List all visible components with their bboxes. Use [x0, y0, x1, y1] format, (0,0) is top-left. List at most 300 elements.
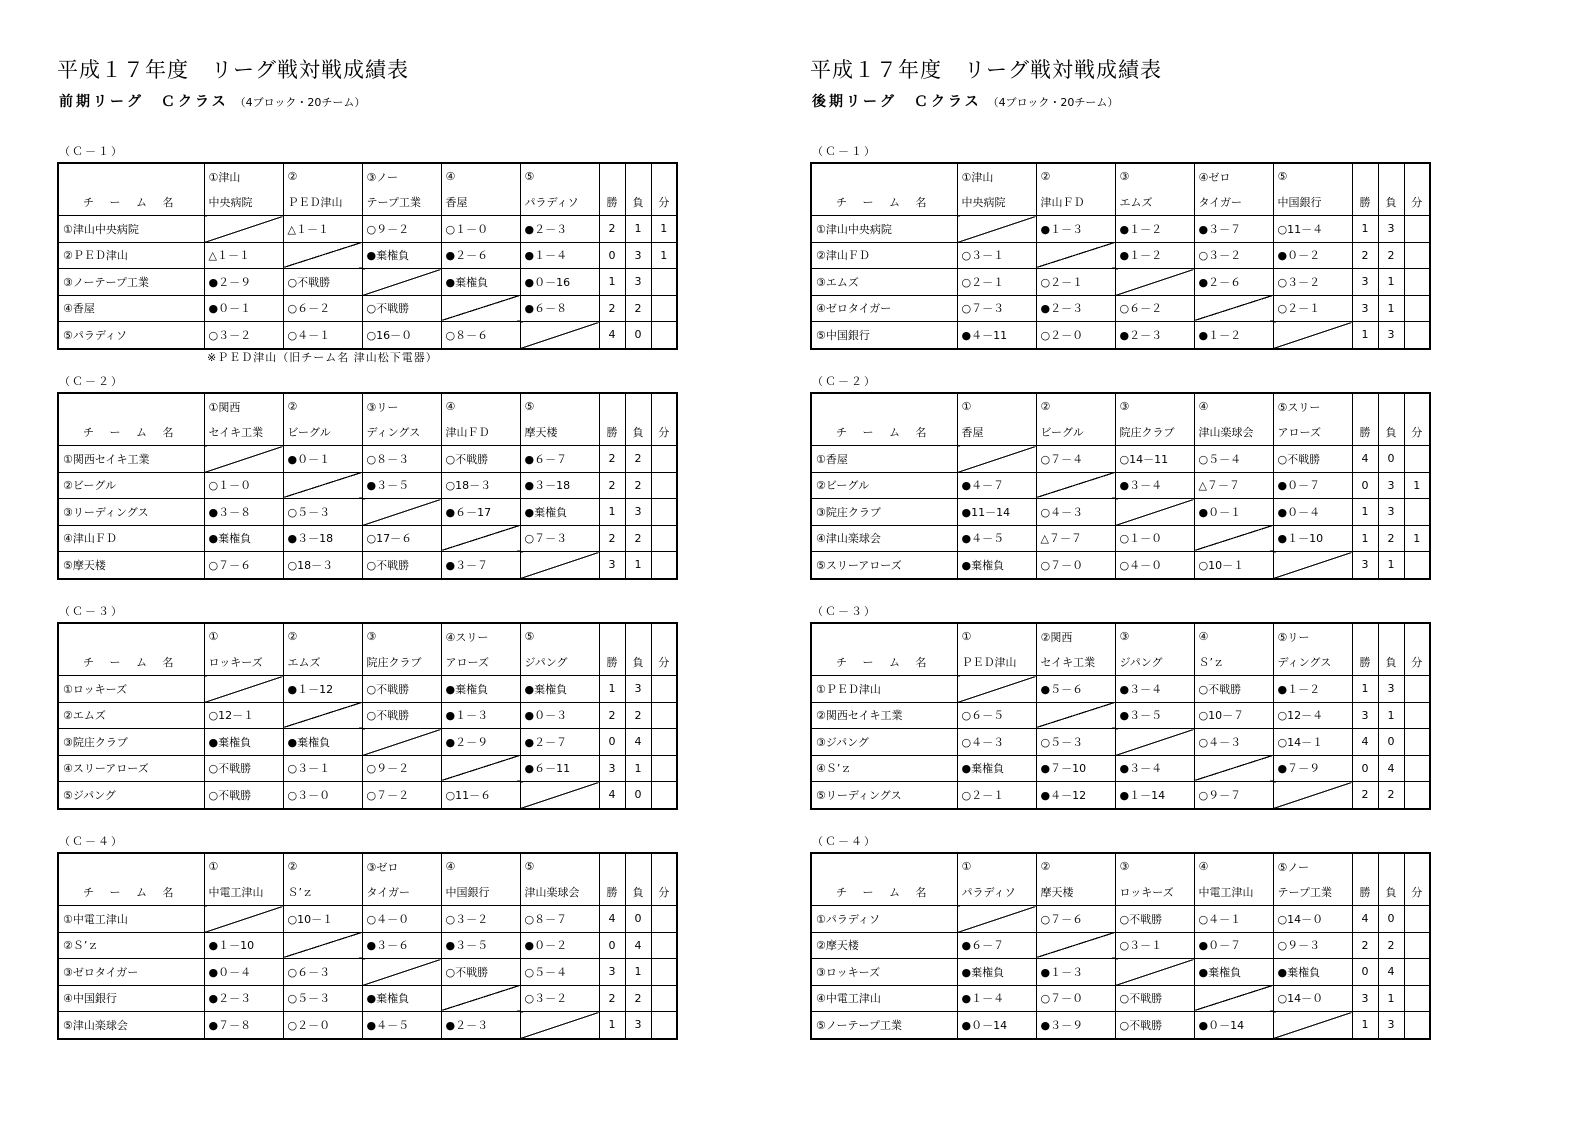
table-row — [58, 1012, 677, 1039]
result-cell: ○不戦勝 — [362, 702, 441, 729]
result-cell: ○３－２ — [520, 985, 599, 1012]
result-cell: ●２－９ — [204, 269, 283, 296]
result-cell: ○９－７ — [1194, 782, 1273, 809]
wins-cell: 4 — [599, 322, 625, 349]
result-cell: ○５－３ — [283, 985, 362, 1012]
opponent-header-top: ④ — [441, 853, 520, 880]
wins-cell: 2 — [1352, 782, 1378, 809]
losses-cell: 3 — [1378, 499, 1404, 526]
draws-cell — [651, 755, 677, 782]
draws-cell — [1404, 499, 1430, 526]
table-row — [811, 525, 1430, 552]
team-name-cell: ②エムズ — [58, 702, 204, 729]
opponent-header-top: ① — [204, 853, 283, 880]
diagonal-cell — [957, 216, 1036, 243]
header-row-bottom — [811, 650, 1430, 676]
win-header: 勝 — [1352, 650, 1378, 676]
table-row — [58, 702, 677, 729]
team-name-header: チ ー ム 名 — [58, 190, 204, 216]
opponent-header-bottom: ビーグル — [1036, 420, 1115, 446]
result-cell: ●３－18 — [520, 472, 599, 499]
result-cell: ○７－６ — [1036, 906, 1115, 933]
stat-header-blank — [1404, 623, 1430, 650]
results-table — [57, 392, 678, 580]
draws-cell — [651, 932, 677, 959]
losses-cell: 4 — [1378, 959, 1404, 986]
diagonal-cell — [1036, 242, 1115, 269]
table-row — [58, 755, 677, 782]
opponent-header-bottom: ＰＥＤ津山 — [283, 190, 362, 216]
draws-cell — [1404, 702, 1430, 729]
team-name-cell: ②津山ＦＤ — [811, 242, 957, 269]
opponent-header-top: ② — [283, 393, 362, 420]
diagonal-cell — [1115, 959, 1194, 986]
wins-cell: 0 — [599, 729, 625, 756]
draws-cell — [1404, 552, 1430, 579]
draw-header: 分 — [651, 190, 677, 216]
result-cell: ●１－２ — [1115, 242, 1194, 269]
result-cell: ●０－１ — [1194, 499, 1273, 526]
result-cell: ○不戦勝 — [362, 552, 441, 579]
wins-cell: 3 — [1352, 295, 1378, 322]
result-cell: ○６－２ — [283, 295, 362, 322]
result-cell: ●０－７ — [1273, 472, 1352, 499]
losses-cell: 4 — [625, 729, 651, 756]
opponent-header-top: ③ — [1115, 623, 1194, 650]
draws-cell — [651, 959, 677, 986]
losses-cell: 1 — [1378, 552, 1404, 579]
diagonal-cell — [283, 242, 362, 269]
header-row-bottom — [58, 190, 677, 216]
result-cell: ●３－７ — [1194, 216, 1273, 243]
result-cell: ●棄権負 — [957, 959, 1036, 986]
result-cell: ●１－３ — [1036, 959, 1115, 986]
team-name-header: チ ー ム 名 — [58, 880, 204, 906]
result-cell: ●３－６ — [362, 932, 441, 959]
result-cell: ○16－０ — [362, 322, 441, 349]
result-cell: ○９－３ — [1273, 932, 1352, 959]
draws-cell — [651, 322, 677, 349]
losses-cell: 3 — [625, 242, 651, 269]
result-cell: ○不戦勝 — [1194, 676, 1273, 703]
stat-header-blank — [625, 393, 651, 420]
table-row — [58, 242, 677, 269]
result-cell: ●０－14 — [957, 1012, 1036, 1039]
result-cell: ○２－０ — [283, 1012, 362, 1039]
subtitle-text: 後期リーグ Ｃクラス — [812, 94, 982, 110]
diagonal-cell — [362, 269, 441, 296]
result-cell: ●２－３ — [441, 1012, 520, 1039]
block-label: （Ｃ－３） — [812, 605, 877, 618]
opponent-header-top: ⑤ノー — [1273, 853, 1352, 880]
team-name-cell: ④津山ＦＤ — [58, 525, 204, 552]
wins-cell: 0 — [599, 242, 625, 269]
result-cell: ●１－12 — [283, 676, 362, 703]
table-row — [58, 499, 677, 526]
result-cell: ●２－３ — [1115, 322, 1194, 349]
opponent-header-bottom: タイガー — [1194, 190, 1273, 216]
table-row — [811, 472, 1430, 499]
losses-cell: 3 — [1378, 322, 1404, 349]
team-name-header-blank — [811, 853, 957, 880]
win-header: 勝 — [1352, 420, 1378, 446]
draws-cell — [1404, 676, 1430, 703]
draws-cell — [1404, 446, 1430, 473]
result-cell: ●０－16 — [520, 269, 599, 296]
result-cell: ○７－０ — [1036, 552, 1115, 579]
team-name-cell: ①ロッキーズ — [58, 676, 204, 703]
result-cell: ○４－３ — [1194, 729, 1273, 756]
stat-header-blank — [651, 163, 677, 190]
diagonal-cell — [204, 906, 283, 933]
header-row-top — [58, 163, 677, 190]
draws-cell — [1404, 906, 1430, 933]
table-row — [58, 906, 677, 933]
diagonal-cell — [1194, 525, 1273, 552]
team-name-cell: ⑤リーディングス — [811, 782, 957, 809]
losses-cell: 1 — [625, 755, 651, 782]
diagonal-cell — [520, 552, 599, 579]
wins-cell: 1 — [1352, 322, 1378, 349]
team-name-header: チ ー ム 名 — [811, 420, 957, 446]
losses-cell: 2 — [625, 525, 651, 552]
wins-cell: 2 — [1352, 932, 1378, 959]
opponent-header-top: ②関西 — [1036, 623, 1115, 650]
result-cell: ○２－０ — [1036, 322, 1115, 349]
table-row — [811, 322, 1430, 349]
loss-header: 負 — [1378, 650, 1404, 676]
wins-cell: 3 — [599, 552, 625, 579]
result-cell: ○８－６ — [441, 322, 520, 349]
opponent-header-top: ② — [283, 623, 362, 650]
result-cell: ●棄権負 — [441, 269, 520, 296]
result-cell: ●棄権負 — [957, 755, 1036, 782]
team-name-cell: ⑤中国銀行 — [811, 322, 957, 349]
team-name-cell: ③ゼロタイガー — [58, 959, 204, 986]
team-name-cell: ④中国銀行 — [58, 985, 204, 1012]
table-row — [58, 729, 677, 756]
table-row — [811, 552, 1430, 579]
table-row — [58, 782, 677, 809]
wins-cell: 2 — [599, 525, 625, 552]
table-row — [811, 906, 1430, 933]
draws-cell — [1404, 932, 1430, 959]
opponent-header-bottom: 津山楽球会 — [520, 880, 599, 906]
table-row — [58, 985, 677, 1012]
stat-header-blank — [625, 163, 651, 190]
losses-cell: 0 — [625, 782, 651, 809]
diagonal-cell — [1273, 322, 1352, 349]
result-cell: ○14－０ — [1273, 906, 1352, 933]
draws-cell: 1 — [651, 216, 677, 243]
result-cell: ○不戦勝 — [1115, 1012, 1194, 1039]
diagonal-cell — [441, 525, 520, 552]
team-name-cell: ①津山中央病院 — [58, 216, 204, 243]
block-label: （Ｃ－１） — [59, 145, 124, 158]
diagonal-cell — [441, 985, 520, 1012]
losses-cell: 1 — [625, 216, 651, 243]
table-row — [811, 446, 1430, 473]
wins-cell: 0 — [1352, 755, 1378, 782]
draws-cell — [651, 702, 677, 729]
opponent-header-bottom: ディングス — [362, 420, 441, 446]
result-cell: ●３－７ — [441, 552, 520, 579]
table-row — [58, 959, 677, 986]
opponent-header-top: ④ゼロ — [1194, 163, 1273, 190]
result-cell: ●４－５ — [362, 1012, 441, 1039]
opponent-header-bottom: セイキ工業 — [204, 420, 283, 446]
team-name-header: チ ー ム 名 — [811, 190, 957, 216]
result-cell: ●11－14 — [957, 499, 1036, 526]
draws-cell — [651, 985, 677, 1012]
result-cell: ●３－５ — [1115, 702, 1194, 729]
opponent-header-top: ① — [957, 393, 1036, 420]
result-cell: ●０－14 — [1194, 1012, 1273, 1039]
block-label: （Ｃ－４） — [59, 835, 124, 848]
team-name-cell: ①中電工津山 — [58, 906, 204, 933]
draws-cell — [1404, 322, 1430, 349]
diagonal-cell — [362, 959, 441, 986]
result-cell: ●０－１ — [283, 446, 362, 473]
losses-cell: 1 — [625, 959, 651, 986]
diagonal-cell — [283, 932, 362, 959]
draw-header: 分 — [1404, 190, 1430, 216]
table-row — [58, 525, 677, 552]
result-cell: ○不戦勝 — [1115, 985, 1194, 1012]
result-cell: ○４－０ — [1115, 552, 1194, 579]
result-cell: ○17－６ — [362, 525, 441, 552]
team-name-cell: ②Ｓ’ｚ — [58, 932, 204, 959]
opponent-header-top: ⑤スリー — [1273, 393, 1352, 420]
result-cell: ●１－２ — [1115, 216, 1194, 243]
losses-cell: 1 — [1378, 702, 1404, 729]
table-row — [58, 472, 677, 499]
result-cell: ●１－３ — [441, 702, 520, 729]
losses-cell: 1 — [1378, 295, 1404, 322]
results-table — [57, 162, 678, 350]
result-cell: ●２－６ — [1194, 269, 1273, 296]
block-label: （Ｃ－１） — [812, 145, 877, 158]
result-cell: ●４－７ — [957, 472, 1036, 499]
result-cell: ○14－０ — [1273, 985, 1352, 1012]
result-cell: ●棄権負 — [441, 676, 520, 703]
block-label: （Ｃ－３） — [59, 605, 124, 618]
losses-cell: 2 — [625, 472, 651, 499]
opponent-header-bottom: テープ工業 — [362, 190, 441, 216]
stat-header-blank — [1404, 393, 1430, 420]
team-name-cell: ①津山中央病院 — [811, 216, 957, 243]
header-row-top — [811, 163, 1430, 190]
team-name-cell: ④中電工津山 — [811, 985, 957, 1012]
win-header: 勝 — [599, 650, 625, 676]
draws-cell — [1404, 729, 1430, 756]
results-table — [810, 852, 1431, 1040]
diagonal-cell — [441, 755, 520, 782]
draws-cell — [1404, 269, 1430, 296]
opponent-header-bottom: パラディソ — [520, 190, 599, 216]
draw-header: 分 — [1404, 880, 1430, 906]
result-cell: ●２－７ — [520, 729, 599, 756]
draw-header: 分 — [651, 880, 677, 906]
table-row — [811, 782, 1430, 809]
wins-cell: 3 — [1352, 269, 1378, 296]
opponent-header-bottom: タイガー — [362, 880, 441, 906]
opponent-header-top: ③ — [1115, 853, 1194, 880]
table-row — [58, 552, 677, 579]
stat-header-blank — [1352, 163, 1378, 190]
stat-header-blank — [1352, 623, 1378, 650]
opponent-header-bottom: 中央病院 — [204, 190, 283, 216]
results-table — [57, 852, 678, 1040]
losses-cell: 2 — [625, 295, 651, 322]
table-row — [811, 985, 1430, 1012]
table-row — [58, 216, 677, 243]
result-cell: ○３－１ — [1115, 932, 1194, 959]
result-cell: ○18－３ — [283, 552, 362, 579]
losses-cell: 3 — [1378, 472, 1404, 499]
table-row — [58, 676, 677, 703]
subtitle-text: 前期リーグ Ｃクラス — [59, 94, 229, 110]
wins-cell: 1 — [1352, 676, 1378, 703]
result-cell: ○２－１ — [957, 782, 1036, 809]
draws-cell — [1404, 216, 1430, 243]
league-subtitle — [812, 91, 1118, 111]
result-cell: ●棄権負 — [520, 676, 599, 703]
result-cell: ○14－１ — [1273, 729, 1352, 756]
stat-header-blank — [1378, 393, 1404, 420]
team-name-cell: ①パラディソ — [811, 906, 957, 933]
header-row-bottom — [811, 880, 1430, 906]
wins-cell: 3 — [1352, 985, 1378, 1012]
opponent-header-bottom: 院庄クラブ — [362, 650, 441, 676]
team-name-cell: ⑤津山楽球会 — [58, 1012, 204, 1039]
stat-header-blank — [651, 853, 677, 880]
wins-cell: 2 — [599, 446, 625, 473]
opponent-header-bottom: 摩天楼 — [1036, 880, 1115, 906]
result-cell: ○４－０ — [362, 906, 441, 933]
table-row — [58, 932, 677, 959]
result-cell: ●２－６ — [441, 242, 520, 269]
wins-cell: 1 — [1352, 525, 1378, 552]
opponent-header-bottom: ロッキーズ — [204, 650, 283, 676]
opponent-header-top: ③ — [362, 623, 441, 650]
team-name-cell: ①関西セイキ工業 — [58, 446, 204, 473]
team-name-cell: ⑤スリーアローズ — [811, 552, 957, 579]
wins-cell: 2 — [599, 985, 625, 1012]
header-row-bottom — [811, 190, 1430, 216]
diagonal-cell — [204, 446, 283, 473]
table-row — [811, 242, 1430, 269]
opponent-header-bottom: ＰＥＤ津山 — [957, 650, 1036, 676]
team-name-cell: ⑤ジパング — [58, 782, 204, 809]
result-cell: ○３－２ — [1273, 269, 1352, 296]
win-header: 勝 — [1352, 190, 1378, 216]
stat-header-blank — [1378, 853, 1404, 880]
loss-header: 負 — [1378, 880, 1404, 906]
diagonal-cell — [1115, 499, 1194, 526]
result-cell: △７－７ — [1194, 472, 1273, 499]
result-cell: ●４－５ — [957, 525, 1036, 552]
block-label: （Ｃ－２） — [812, 375, 877, 388]
team-name-cell: ④Ｓ’ｚ — [811, 755, 957, 782]
team-name-header-blank — [811, 623, 957, 650]
result-cell: ○３－２ — [1194, 242, 1273, 269]
result-cell: ○３－２ — [204, 322, 283, 349]
opponent-header-bottom: エムズ — [1115, 190, 1194, 216]
wins-cell: 3 — [599, 755, 625, 782]
wins-cell: 3 — [1352, 702, 1378, 729]
result-cell: ○７－０ — [1036, 985, 1115, 1012]
table-row — [811, 959, 1430, 986]
draws-cell — [651, 552, 677, 579]
opponent-header-bottom: 津山ＦＤ — [441, 420, 520, 446]
team-name-cell: ④津山楽球会 — [811, 525, 957, 552]
result-cell: ○７－６ — [204, 552, 283, 579]
stat-header-blank — [1378, 623, 1404, 650]
wins-cell: 2 — [599, 216, 625, 243]
diagonal-cell — [957, 676, 1036, 703]
diagonal-cell — [520, 1012, 599, 1039]
losses-cell: 3 — [625, 1012, 651, 1039]
team-name-cell: ②関西セイキ工業 — [811, 702, 957, 729]
opponent-header-top: ③リー — [362, 393, 441, 420]
draws-cell: 1 — [1404, 525, 1430, 552]
team-name-cell: ③ジパング — [811, 729, 957, 756]
wins-cell: 2 — [599, 702, 625, 729]
diagonal-cell — [441, 295, 520, 322]
result-cell: ○５－３ — [283, 499, 362, 526]
result-cell: ○６－２ — [1115, 295, 1194, 322]
opponent-header-bottom: Ｓ’ｚ — [283, 880, 362, 906]
opponent-header-bottom: 中央病院 — [957, 190, 1036, 216]
results-table — [810, 622, 1431, 810]
result-cell: △７－７ — [1036, 525, 1115, 552]
wins-cell: 2 — [599, 472, 625, 499]
result-cell: ○10－７ — [1194, 702, 1273, 729]
draws-cell — [651, 525, 677, 552]
diagonal-cell — [1036, 702, 1115, 729]
result-cell: ○11－４ — [1273, 216, 1352, 243]
opponent-header-top: ① — [957, 853, 1036, 880]
team-name-header-blank — [58, 623, 204, 650]
diagonal-cell — [204, 216, 283, 243]
footnote: ※ＰＥＤ津山（旧チーム名 津山松下電器） — [207, 350, 438, 364]
opponent-header-top: ③ノー — [362, 163, 441, 190]
opponent-header-top: ⑤ — [520, 853, 599, 880]
team-name-header-blank — [58, 853, 204, 880]
draws-cell — [651, 782, 677, 809]
result-cell: ○９－２ — [362, 755, 441, 782]
losses-cell: 3 — [1378, 1012, 1404, 1039]
draws-cell — [1404, 782, 1430, 809]
result-cell: ●４－12 — [1036, 782, 1115, 809]
result-cell: ●１－２ — [1194, 322, 1273, 349]
diagonal-cell — [957, 446, 1036, 473]
table-row — [58, 269, 677, 296]
opponent-header-bottom: 津山楽球会 — [1194, 420, 1273, 446]
result-cell: ○２－１ — [1036, 269, 1115, 296]
wins-cell: 2 — [599, 295, 625, 322]
page-title: 平成１７年度 リーグ戦対戦成績表 — [57, 58, 409, 82]
table-row — [58, 446, 677, 473]
result-cell: ●０－２ — [520, 932, 599, 959]
stat-header-blank — [599, 623, 625, 650]
draws-cell — [651, 499, 677, 526]
team-name-header: チ ー ム 名 — [58, 650, 204, 676]
losses-cell: 2 — [625, 702, 651, 729]
result-cell: ●棄権負 — [1273, 959, 1352, 986]
losses-cell: 2 — [1378, 242, 1404, 269]
